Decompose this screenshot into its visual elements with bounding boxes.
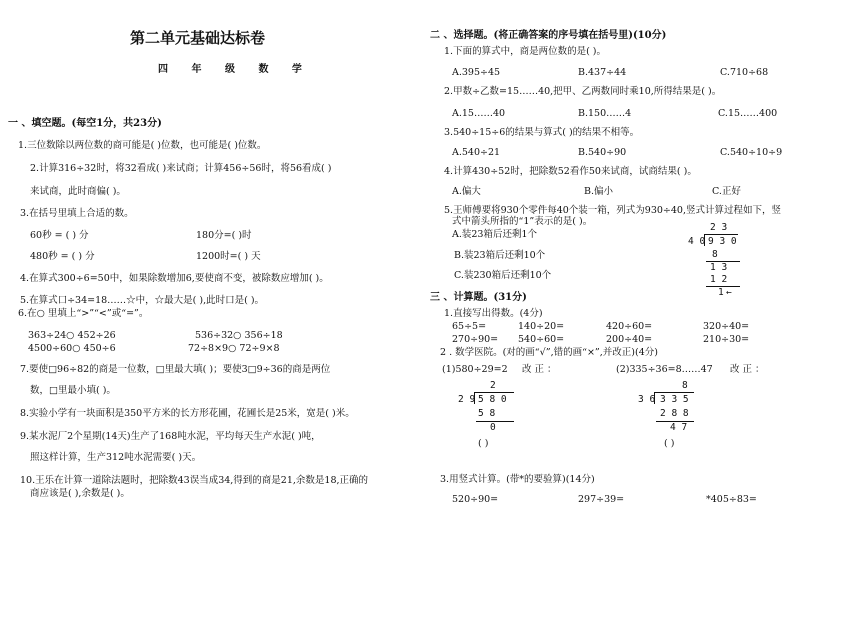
question-6a: 363÷24○ 452÷26 <box>28 330 116 341</box>
question-1: 1.三位数除以两位数的商可能是( )位数，也可能是( )位数。 <box>18 140 267 151</box>
calc-1-r1-c1: 65÷5= <box>452 321 487 332</box>
section-calculation: 三 、计算题。(31分) <box>430 292 527 303</box>
question-2-line1: 2.计算316÷32时，将32看成( )来试商；计算456÷56时，将56看成( ) <box>30 163 332 174</box>
choice-2-a: A.15……40 <box>452 108 506 119</box>
calc-1-r2-c3: 200÷40= <box>606 334 653 345</box>
ld1-rem1: 1 3 <box>710 262 728 273</box>
calc-1-title: 1.直接写出得数。(4分) <box>444 308 543 319</box>
calc-2b-fix: 改 正 ： <box>730 364 765 375</box>
question-6d: 72÷8×9○ 72÷9×8 <box>188 343 280 354</box>
choice-5-b: B.装23箱后还剩10个 <box>454 250 546 261</box>
question-9-line1: 9.某水泥厂2个星期(14天)生产了168吨水泥，平均每天生产水泥( )吨， <box>20 431 321 442</box>
ld2-rem1: 0 <box>490 422 496 433</box>
ld1-sub1: 8 <box>712 249 718 260</box>
choice-5-c: C.装230箱后还剩10个 <box>454 270 552 281</box>
arrow-icon: ← <box>726 287 732 298</box>
question-10-line2: 商应该是( ),余数是( )。 <box>30 488 130 499</box>
ld1-sub2: 1 2 <box>710 274 728 285</box>
ld2-quotient: 2 <box>490 380 496 391</box>
calc-2-title: 2 . 数学医院。(对的画“√”,错的画“×”,并改正)(4分) <box>440 347 658 358</box>
calc-3-title: 3.用竖式计算。(带*的要验算)(14分) <box>440 474 595 485</box>
calc-3c: *405÷83= <box>706 494 757 505</box>
calc-2a: (1)580÷29=2 <box>442 364 508 375</box>
question-3: 3.在括号里填上合适的数。 <box>20 208 134 219</box>
calc-1-r1-c2: 140÷20= <box>518 321 565 332</box>
question-3b: 180分=( )时 <box>196 230 252 241</box>
ld3-divisor: 3 6 <box>638 394 656 405</box>
page-title: 第二单元基础达标卷 <box>130 29 266 47</box>
calc-1-r2-c2: 540÷60= <box>518 334 565 345</box>
page-subtitle: 四 年 级 数 学 <box>158 64 312 75</box>
choice-3: 3.540÷15÷6的结果与算式( )的结果不相等。 <box>444 127 640 138</box>
calc-3a: 520÷90= <box>452 494 499 505</box>
calc-1-r2-c1: 270÷90= <box>452 334 499 345</box>
ld2-divisor: 2 9 <box>458 394 476 405</box>
choice-5-a: A.装23箱后还剩1个 <box>452 229 538 240</box>
choice-2-b: B.150……4 <box>578 108 632 119</box>
question-10-line1: 10.王乐在计算一道除法题时，把除数43误当成34,得到的商是21,余数是18,正确的 <box>20 475 369 486</box>
choice-4-a: A.偏大 <box>452 186 481 197</box>
calc-1-r2-c4: 210÷30= <box>703 334 750 345</box>
ld1-quotient: 2 3 <box>710 222 728 233</box>
question-7-line2: 数，□里最小填( )。 <box>30 385 116 396</box>
ld1-divisor: 4 0 <box>688 236 706 247</box>
section-choice: 二 、选择题。(将正确答案的序号填在括号里)(10分) <box>430 30 667 41</box>
question-3d: 1200时=( ) 天 <box>196 251 261 262</box>
choice-1-c: C.710÷68 <box>720 67 769 78</box>
ld1-dividend: 9 3 0 <box>708 236 737 247</box>
ld2-sub1: 5 8 <box>478 408 496 419</box>
choice-4: 4.计算430÷52时，把除数52看作50来试商，试商结果( )。 <box>444 166 697 177</box>
question-6b: 536÷32○ 356÷18 <box>195 330 283 341</box>
ld3-sub1: 2 8 8 <box>660 408 689 419</box>
choice-4-c: C.正好 <box>712 186 741 197</box>
question-2-line2: 来试商，此时商偏( )。 <box>30 186 126 197</box>
ld1-rem2: 1 <box>718 287 724 298</box>
question-7-line1: 7.要使□96÷82的商是一位数，□里最大填( )；要使3□9÷36的商是两位 <box>20 364 331 375</box>
choice-5-line2: 式中箭头所指的“1”表示的是( )。 <box>452 216 593 227</box>
choice-5-line1: 5.王师傅要将930个零件每40个装一箱，列式为930÷40,竖式计算过程如下，竖 <box>444 205 781 216</box>
choice-4-b: B.偏小 <box>584 186 614 197</box>
question-5: 5.在算式口÷34=18……☆中，☆最大是( ),此时口是( )。 <box>20 295 265 306</box>
question-4: 4.在算式300÷6=50中，如果除数增加6,要使商不变，被除数应增加( )。 <box>20 273 329 284</box>
choice-2: 2.甲数÷乙数=15……40,把甲、乙两数同时乘10,所得结果是( )。 <box>444 86 722 97</box>
choice-1: 1.下面的算式中，商是两位数的是( )。 <box>444 46 606 57</box>
ld3-answer-paren: ( ) <box>664 438 675 449</box>
choice-3-a: A.540÷21 <box>452 147 501 158</box>
choice-2-c: C.15……400 <box>718 108 778 119</box>
calc-1-r1-c4: 320÷40= <box>703 321 750 332</box>
ld3-dividend: 3 3 5 <box>660 394 689 405</box>
choice-1-a: A.395÷45 <box>452 67 501 78</box>
question-6: 6.在○ 里填上“>”“<”或“=”。 <box>18 308 149 319</box>
question-6c: 4500÷60○ 450÷6 <box>28 343 116 354</box>
question-3a: 60秒 = ( ) 分 <box>30 230 89 241</box>
ld2-dividend: 5 8 0 <box>478 394 507 405</box>
ld2-bracket-top <box>474 392 514 393</box>
question-3c: 480秒 = ( ) 分 <box>30 251 95 262</box>
choice-3-c: C.540÷10÷9 <box>720 147 783 158</box>
calc-2a-fix: 改 正 ： <box>522 364 557 375</box>
question-9-line2: 照这样计算，生产312吨水泥需要( )天。 <box>30 452 202 463</box>
ld1-bracket-top <box>704 234 738 235</box>
calc-2b: (2)335÷36=8……47 <box>616 364 713 375</box>
choice-3-b: B.540÷90 <box>578 147 627 158</box>
ld3-quotient: 8 <box>682 380 688 391</box>
ld3-rem1: 4 7 <box>670 422 688 433</box>
question-8: 8.实验小学有一块面积是350平方米的长方形花圃，花圃长是25米，宽是( )米。 <box>20 408 355 419</box>
ld3-bracket-top <box>654 392 694 393</box>
calc-3b: 297÷39= <box>578 494 625 505</box>
calc-1-r1-c3: 420÷60= <box>606 321 653 332</box>
choice-1-b: B.437÷44 <box>578 67 627 78</box>
ld2-answer-paren: ( ) <box>478 438 489 449</box>
section-fill-blank: 一 、填空题。(每空1分，共23分) <box>8 118 162 129</box>
